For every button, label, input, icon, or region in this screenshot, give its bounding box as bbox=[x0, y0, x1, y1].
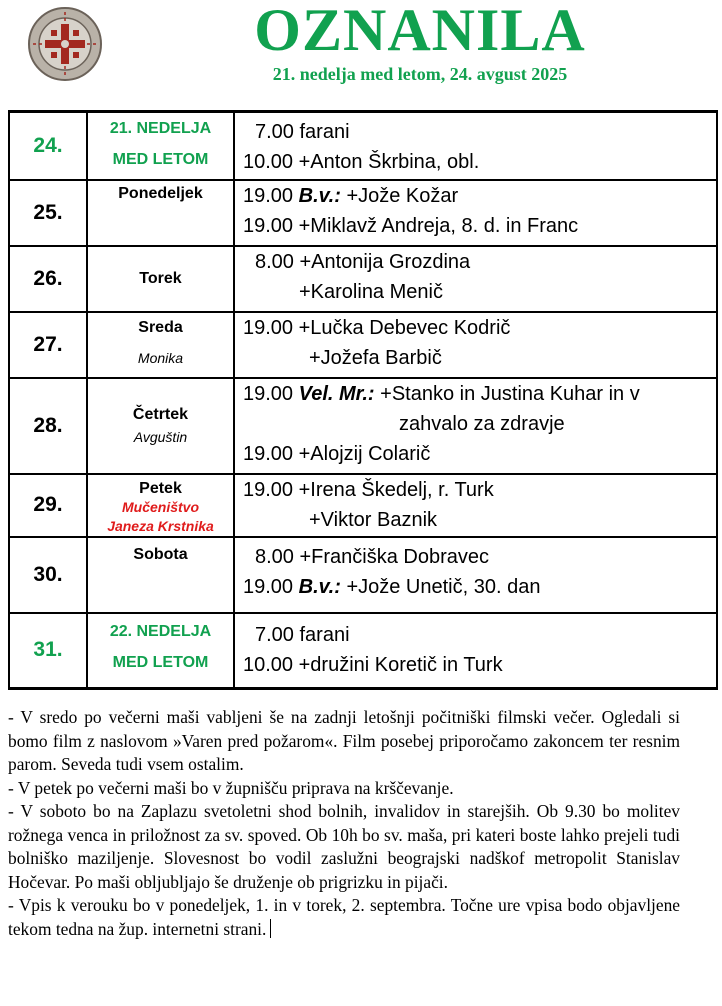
day-name-line2: MED LETOM bbox=[112, 653, 209, 671]
schedule-row bbox=[9, 112, 717, 180]
row-date: 27. bbox=[9, 312, 87, 378]
mass-line: 8.00 +Antonija Grozdina bbox=[255, 250, 471, 273]
row-day bbox=[87, 474, 234, 537]
announcements bbox=[8, 706, 680, 941]
announcement-paragraph: - V petek po večerni maši bo v župnišču priprava na krščevanje. bbox=[8, 777, 454, 798]
saint-name: Avguštin bbox=[133, 428, 188, 445]
row-date: 26. bbox=[9, 246, 87, 312]
mass-line: 19.00 +Irena Škedelj, r. Turk bbox=[243, 478, 494, 501]
row-day bbox=[87, 180, 234, 246]
row-day bbox=[87, 613, 234, 689]
row-date: 28. bbox=[9, 378, 87, 474]
mass-line: 19.00 +Lučka Debevec Kodrič bbox=[243, 316, 511, 339]
day-name-line1: 21. NEDELJA bbox=[109, 120, 212, 137]
row-masses bbox=[234, 537, 717, 613]
announcement-paragraph: - Vpis k verouku bo v ponedeljek, 1. in v torek, 2. septembra. Točne ure vpisa bodo objavljene tekom tedna na žup. internetni strani. bbox=[8, 895, 680, 939]
day-name: Sreda bbox=[138, 318, 183, 336]
feast-name-line1: Mučeništvo bbox=[121, 498, 199, 515]
day-name: Sobota bbox=[133, 545, 188, 563]
row-day bbox=[87, 112, 234, 180]
row-day bbox=[87, 246, 234, 312]
row-masses bbox=[234, 312, 717, 378]
mass-line: 8.00 +Frančiška Dobravec bbox=[255, 545, 490, 568]
mass-line: +Jožefa Barbič bbox=[309, 346, 442, 369]
feast-name-line2: Janeza Krstnika bbox=[107, 517, 214, 534]
page-subtitle: 21. nedelja med letom, 24. avgust 2025 bbox=[272, 64, 568, 84]
mass-line-continuation: zahvalo za zdravje bbox=[399, 412, 565, 435]
row-masses bbox=[234, 112, 717, 180]
mass-line: 10.00 +Anton Škrbina, obl. bbox=[243, 151, 480, 173]
announcement-paragraph: - V soboto bo na Zaplazu svetoletni shod bolnih, invalidov in starejših. Ob 9.30 bo molitev rožnega venca in priložnost za sv. spoved. Ob 10h bo sv. maša, pri kateri boste lahko prejeli tudi bolniško maziljenje. Slovesnost bo vodil zaslužni beograjski nadškof metropolit Stanislav Hočevar. Po maši obljubljajo še druženje ob prigrizku in pijači. bbox=[8, 801, 680, 892]
parish-seal-icon bbox=[27, 6, 103, 82]
row-date: 25. bbox=[9, 180, 87, 246]
schedule-row bbox=[9, 246, 717, 312]
row-date: 24. bbox=[9, 112, 87, 180]
day-name: Torek bbox=[139, 269, 182, 287]
schedule-row bbox=[9, 312, 717, 378]
mass-line: 7.00 farani bbox=[255, 623, 350, 646]
row-date: 31. bbox=[9, 613, 87, 689]
mass-line: 19.00 +Miklavž Andreja, 8. d. in Franc bbox=[243, 214, 579, 237]
mass-line: 19.00 B.v.: +Jože Kožar bbox=[243, 184, 459, 207]
schedule-row bbox=[9, 613, 717, 689]
day-name-line1: 22. NEDELJA bbox=[109, 622, 212, 640]
mass-line: 10.00 +družini Koretič in Turk bbox=[243, 653, 503, 676]
day-name: Ponedeljek bbox=[118, 184, 203, 202]
row-masses bbox=[234, 378, 717, 474]
page-title: OZNANILA bbox=[254, 0, 586, 63]
mass-schedule-table bbox=[8, 110, 718, 690]
row-day bbox=[87, 312, 234, 378]
row-day bbox=[87, 378, 234, 474]
row-date: 29. bbox=[9, 474, 87, 537]
schedule-row bbox=[9, 180, 717, 246]
row-date: 30. bbox=[9, 537, 87, 613]
mass-line: 19.00 +Alojzij Colarič bbox=[243, 442, 431, 465]
day-name-line2: MED LETOM bbox=[112, 151, 209, 168]
day-name: Petek bbox=[139, 479, 182, 497]
row-masses bbox=[234, 474, 717, 537]
schedule-row bbox=[9, 474, 717, 537]
row-masses bbox=[234, 613, 717, 689]
schedule-row bbox=[9, 537, 717, 613]
mass-line: +Viktor Baznik bbox=[309, 508, 438, 531]
schedule-row bbox=[9, 378, 717, 474]
row-masses bbox=[234, 246, 717, 312]
row-day bbox=[87, 537, 234, 613]
row-masses bbox=[234, 180, 717, 246]
mass-line: 19.00 B.v.: +Jože Unetič, 30. dan bbox=[243, 575, 541, 598]
mass-line: +Karolina Menič bbox=[299, 280, 443, 303]
text-cursor bbox=[270, 919, 271, 938]
saint-name: Monika bbox=[137, 349, 184, 366]
mass-line: 7.00 farani bbox=[255, 121, 350, 143]
mass-line: 19.00 Vel. Mr.: +Stanko in Justina Kuhar in v bbox=[243, 382, 640, 405]
announcement-paragraph: - V sredo po večerni maši vabljeni še na zadnji letošnji počitniški filmski večer. Ogledali si bomo film z naslovom »Varen pred požarom«. Film posebej priporočamo zakoncem ter resnim parom. Seveda tudi vsem ostalim. bbox=[8, 707, 680, 774]
day-name: Četrtek bbox=[132, 405, 189, 423]
